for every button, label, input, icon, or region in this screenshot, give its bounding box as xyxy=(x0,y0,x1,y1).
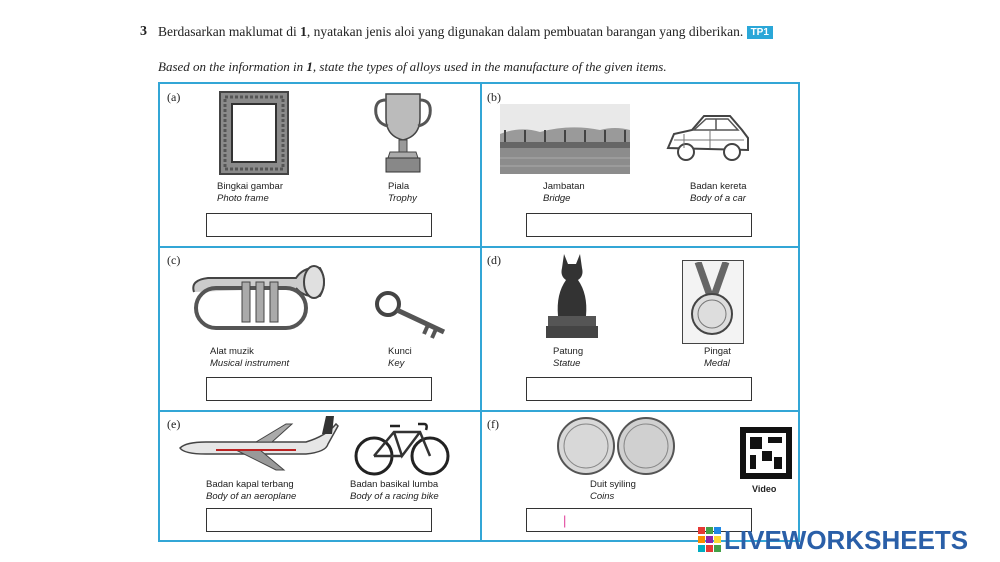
liveworksheets-logo-icon xyxy=(698,527,722,553)
trophy-icon xyxy=(372,88,434,178)
item-caption: Jambatan Bridge xyxy=(543,181,585,204)
bicycle-icon xyxy=(354,418,450,476)
grid-divider-horizontal xyxy=(160,410,798,412)
answer-input-d[interactable] xyxy=(526,377,752,401)
question-text-en: Based on the information in 1, state the types of alloys used in the manufacture of the given items. xyxy=(158,59,667,74)
cell-label-c: (c) xyxy=(167,253,181,267)
cell-label-d: (d) xyxy=(487,253,501,267)
item-caption: Pingat Medal xyxy=(704,346,731,369)
cell-label-f: (f) xyxy=(487,417,499,431)
item-caption: Patung Statue xyxy=(553,346,584,369)
question-text-ms: Berdasarkan maklumat di 1, nyatakan jenis aloi yang digunakan dalam pembuatan barangan yang diberikan. TP1 xyxy=(158,24,818,40)
item-caption: Bingkai gambar Photo frame xyxy=(217,181,284,204)
key-icon xyxy=(372,290,452,340)
tuba-icon xyxy=(186,262,330,340)
answer-input-a[interactable] xyxy=(206,213,432,237)
item-caption: Piala Trophy xyxy=(388,181,417,204)
answer-input-b[interactable] xyxy=(526,213,752,237)
cell-label-e: (e) xyxy=(167,417,181,431)
answer-input-c[interactable] xyxy=(206,377,432,401)
medal-icon xyxy=(684,262,740,340)
brand-logo[interactable] xyxy=(698,524,968,556)
grid-divider-horizontal xyxy=(160,246,798,248)
text-cursor: | xyxy=(563,513,567,528)
video-label[interactable]: Video xyxy=(752,484,777,494)
coins-icon xyxy=(556,414,676,478)
item-caption: Alat muzik Musical instrument xyxy=(210,346,290,369)
cell-label-b: (b) xyxy=(487,90,501,104)
item-caption: Badan kereta Body of a car xyxy=(690,181,747,204)
item-caption: Badan basikal lumba Body of a racing bike xyxy=(350,479,439,502)
aeroplane-icon xyxy=(176,414,342,474)
car-body-icon xyxy=(664,110,750,168)
photo-frame-icon xyxy=(218,90,290,176)
cat-statue-icon xyxy=(544,250,600,342)
brand-name: LIVEWORKSHEETS xyxy=(724,524,969,555)
item-caption: Kunci Key xyxy=(388,346,412,369)
video-qr-icon[interactable] xyxy=(740,427,792,479)
tp-badge: TP1 xyxy=(747,26,773,39)
bridge-icon xyxy=(500,104,630,174)
item-caption: Duit syiling Coins xyxy=(590,479,636,502)
answer-input-e[interactable] xyxy=(206,508,432,532)
item-caption: Badan kapal terbang Body of an aeroplane xyxy=(206,479,297,502)
grid-divider-vertical xyxy=(480,84,482,540)
question-number: 3 xyxy=(140,24,147,39)
cell-label-a: (a) xyxy=(167,90,181,104)
